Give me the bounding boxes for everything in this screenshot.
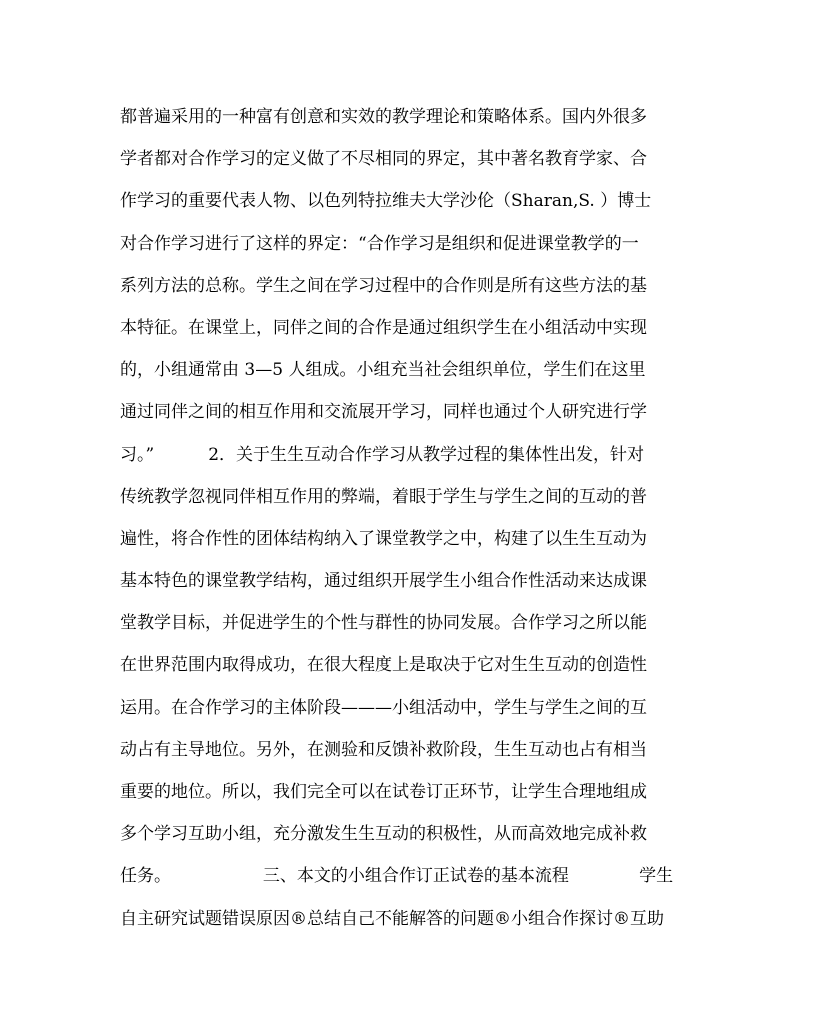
text-line: 动占有主导地位。另外，在测验和反馈补救阶段，生生互动也占有相当: [120, 739, 647, 760]
text-line: 重要的地位。所以，我们完全可以在试卷订正环节，让学生合理地组成: [120, 782, 647, 802]
text-line: 堂教学目标，并促进学生的个性与群性的协同发展。合作学习之所以能: [120, 613, 647, 634]
text-line: 在世界范围内取得成功，在很大程度上是取决于它对生生互动的创造性: [120, 655, 647, 676]
text-line: 运用。在合作学习的主体阶段———小组活动中，学生与学生之间的互: [120, 697, 647, 718]
text-line: 的，小组通常由 3—5 人组成。小组充当社会组织单位，学生们在这里: [120, 360, 646, 381]
text-line: 遍性，将合作性的团体结构纳入了课堂教学之中，构建了以生生互动为: [120, 528, 647, 549]
text-line: 传统教学忽视同伴相互作用的弊端，着眼于学生与学生之间的互动的普: [120, 486, 647, 507]
text-line: 任务。 三、本文的小组合作订正试卷的基本流程 学生: [120, 866, 674, 887]
text-line: 通过同伴之间的相互作用和交流展开学习，同样也通过个人研究进行学: [120, 402, 647, 423]
text-line: 自主研究试题错误原因®总结自己不能解答的问题®小组合作探讨®互助: [120, 908, 664, 929]
text-line: 系列方法的总称。学生之间在学习过程中的合作则是所有这些方法的基: [120, 275, 647, 296]
body-text: [120, 96, 696, 940]
text-line: 本特征。在课堂上，同伴之间的合作是通过组织学生在小组活动中实现: [120, 317, 647, 338]
text-line: 学者都对合作学习的定义做了不尽相同的界定，其中著名教育学家、合: [120, 149, 647, 170]
text-line: 作学习的重要代表人物、以色列特拉维夫大学沙伦（Sharan,S. ）博士: [120, 191, 652, 212]
text-line: 基本特色的课堂教学结构，通过组织开展学生小组合作性活动来达成课: [120, 571, 647, 592]
text-line: 多个学习互助小组，充分激发生生互动的积极性，从而高效地完成补救: [120, 824, 647, 845]
text-line: 习。” 2．关于生生互动合作学习从教学过程的集体性出发，针对: [120, 444, 645, 465]
text-line: 都普遍采用的一种富有创意和实效的教学理论和策略体系。国内外很多: [120, 107, 647, 127]
text-line: 对合作学习进行了这样的界定：“合作学习是组织和促进课堂教学的一: [120, 233, 639, 254]
